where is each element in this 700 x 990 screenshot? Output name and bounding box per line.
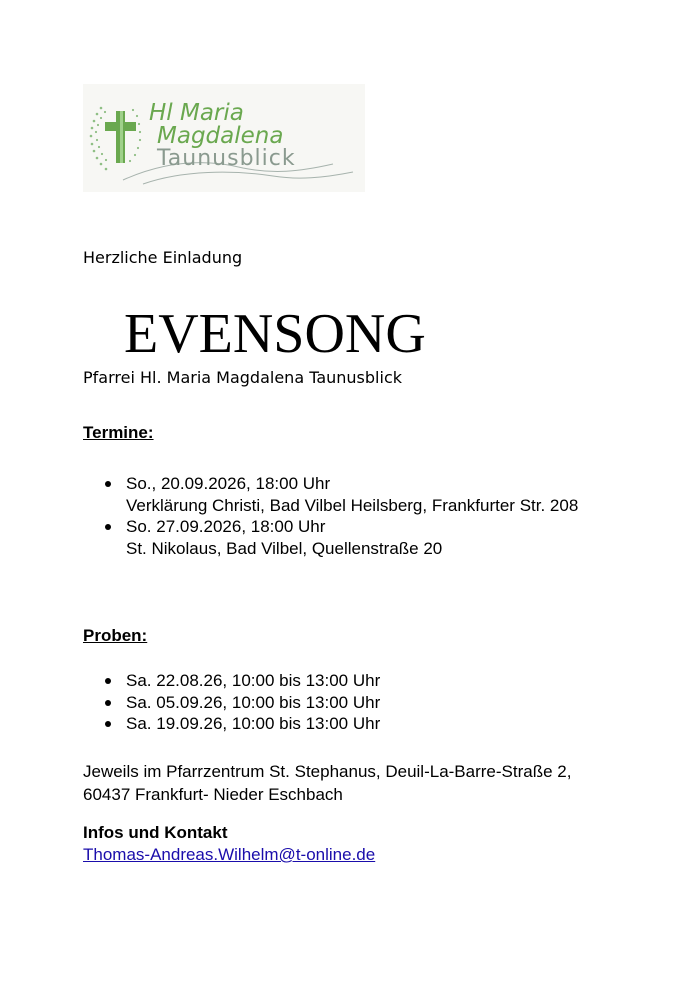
contact-heading: Infos und Kontakt — [83, 823, 228, 842]
list-item — [83, 516, 606, 559]
logo-text-line-3: Taunusblick — [157, 146, 296, 171]
list-item: Sa. 19.09.26, 10:00 bis 13:00 Uhr — [83, 713, 380, 735]
event-location: St. Nikolaus, Bad Vilbel, Quellenstraße 20 — [126, 538, 443, 558]
event-date: So. 27.09.2026, 18:00 Uhr — [126, 517, 326, 536]
page-title: EVENSONG — [124, 303, 426, 365]
rehearsals-heading: Proben: — [83, 626, 148, 645]
cross-icon — [105, 111, 136, 163]
contact-email-link[interactable]: Thomas-Andreas.Wilhelm@t-online.de — [83, 845, 376, 864]
logo-text-line-2: Magdalena — [157, 123, 284, 149]
dates-heading: Termine: — [83, 423, 154, 442]
rehearsals-list — [83, 670, 380, 735]
event-location: Verklärung Christi, Bad Vilbel Heilsberg, Frankfurter Str. 208 — [126, 495, 579, 515]
invitation-text: Herzliche Einladung — [83, 248, 243, 267]
parish-name: Pfarrei Hl. Maria Magdalena Taunusblick — [83, 368, 402, 387]
event-date: So., 20.09.2026, 18:00 Uhr — [126, 474, 331, 493]
list-item: Sa. 05.09.26, 10:00 bis 13:00 Uhr — [83, 692, 380, 714]
logo-dot-halo — [90, 107, 141, 171]
parish-logo — [83, 84, 365, 192]
list-item — [83, 473, 606, 516]
dates-list — [83, 473, 606, 559]
rehearsal-venue-note: Jeweils im Pfarrzentrum St. Stephanus, Deuil-La-Barre-Straße 2, 60437 Frankfurt- Nieder Eschbach — [83, 762, 572, 804]
logo-text-line-1: Hl Maria — [149, 100, 244, 126]
list-item: Sa. 22.08.26, 10:00 bis 13:00 Uhr — [83, 670, 380, 692]
